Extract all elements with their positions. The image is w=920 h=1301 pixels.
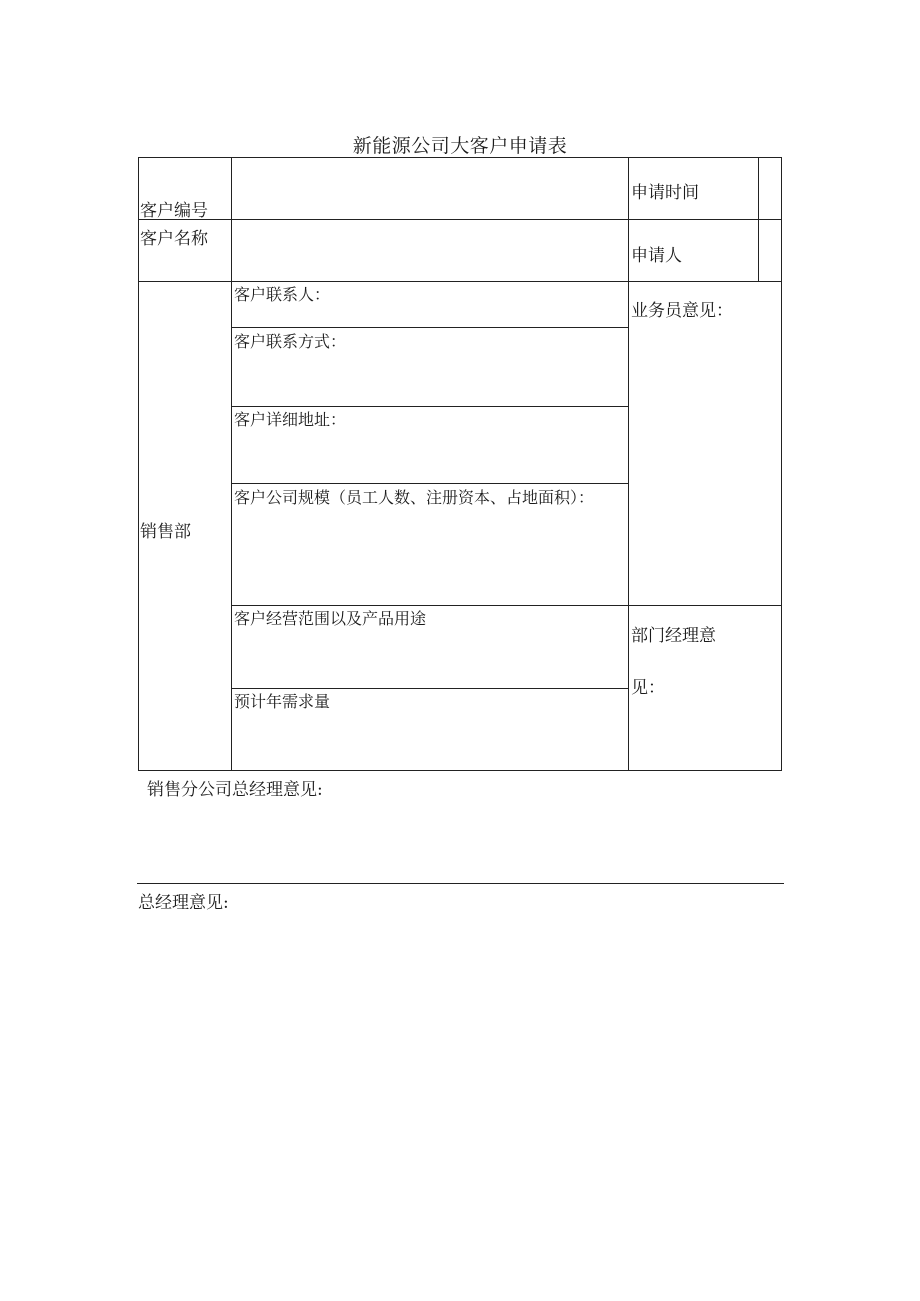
row-divider-scope: [231, 688, 628, 689]
signature-rule: [137, 883, 784, 884]
applicant-label: 申请人: [631, 246, 682, 266]
gm-opinion-label[interactable]: 总经理意见:: [138, 893, 229, 913]
company-scale-field[interactable]: 客户公司规模（员工人数、注册资本、占地面积）：: [234, 488, 595, 507]
dept-manager-opinion-line1: 部门经理意: [631, 626, 716, 646]
customer-name-input[interactable]: [232, 220, 628, 281]
applicant-input[interactable]: [759, 220, 781, 281]
branch-gm-opinion-label[interactable]: 销售分公司总经理意见:: [147, 780, 323, 800]
customer-id-label: 客户编号: [140, 201, 208, 221]
row-divider-contact: [231, 327, 628, 328]
contact-person-field[interactable]: 客户联系人：: [234, 285, 331, 304]
customer-id-input[interactable]: [232, 159, 628, 219]
address-field[interactable]: 客户详细地址：: [234, 410, 347, 429]
row-divider-method: [231, 406, 628, 407]
apply-time-input[interactable]: [759, 159, 781, 219]
dept-manager-opinion-line2: 见：: [631, 678, 665, 698]
business-scope-field[interactable]: 客户经营范围以及产品用途: [234, 609, 427, 628]
application-form-table: [138, 157, 782, 771]
row-divider-scale: [231, 605, 781, 606]
contact-method-field[interactable]: 客户联系方式：: [234, 332, 347, 351]
row-divider-address: [231, 483, 628, 484]
apply-time-label: 申请时间: [631, 183, 699, 203]
sales-dept-label: 销售部: [140, 522, 191, 542]
annual-demand-field[interactable]: 预计年需求量: [234, 692, 331, 711]
customer-name-label: 客户名称: [140, 229, 208, 249]
row-divider-2: [139, 281, 781, 282]
col-divider-2: [628, 158, 629, 770]
salesperson-opinion-label[interactable]: 业务员意见：: [631, 301, 733, 321]
form-title: 新能源公司大客户申请表: [352, 135, 568, 157]
